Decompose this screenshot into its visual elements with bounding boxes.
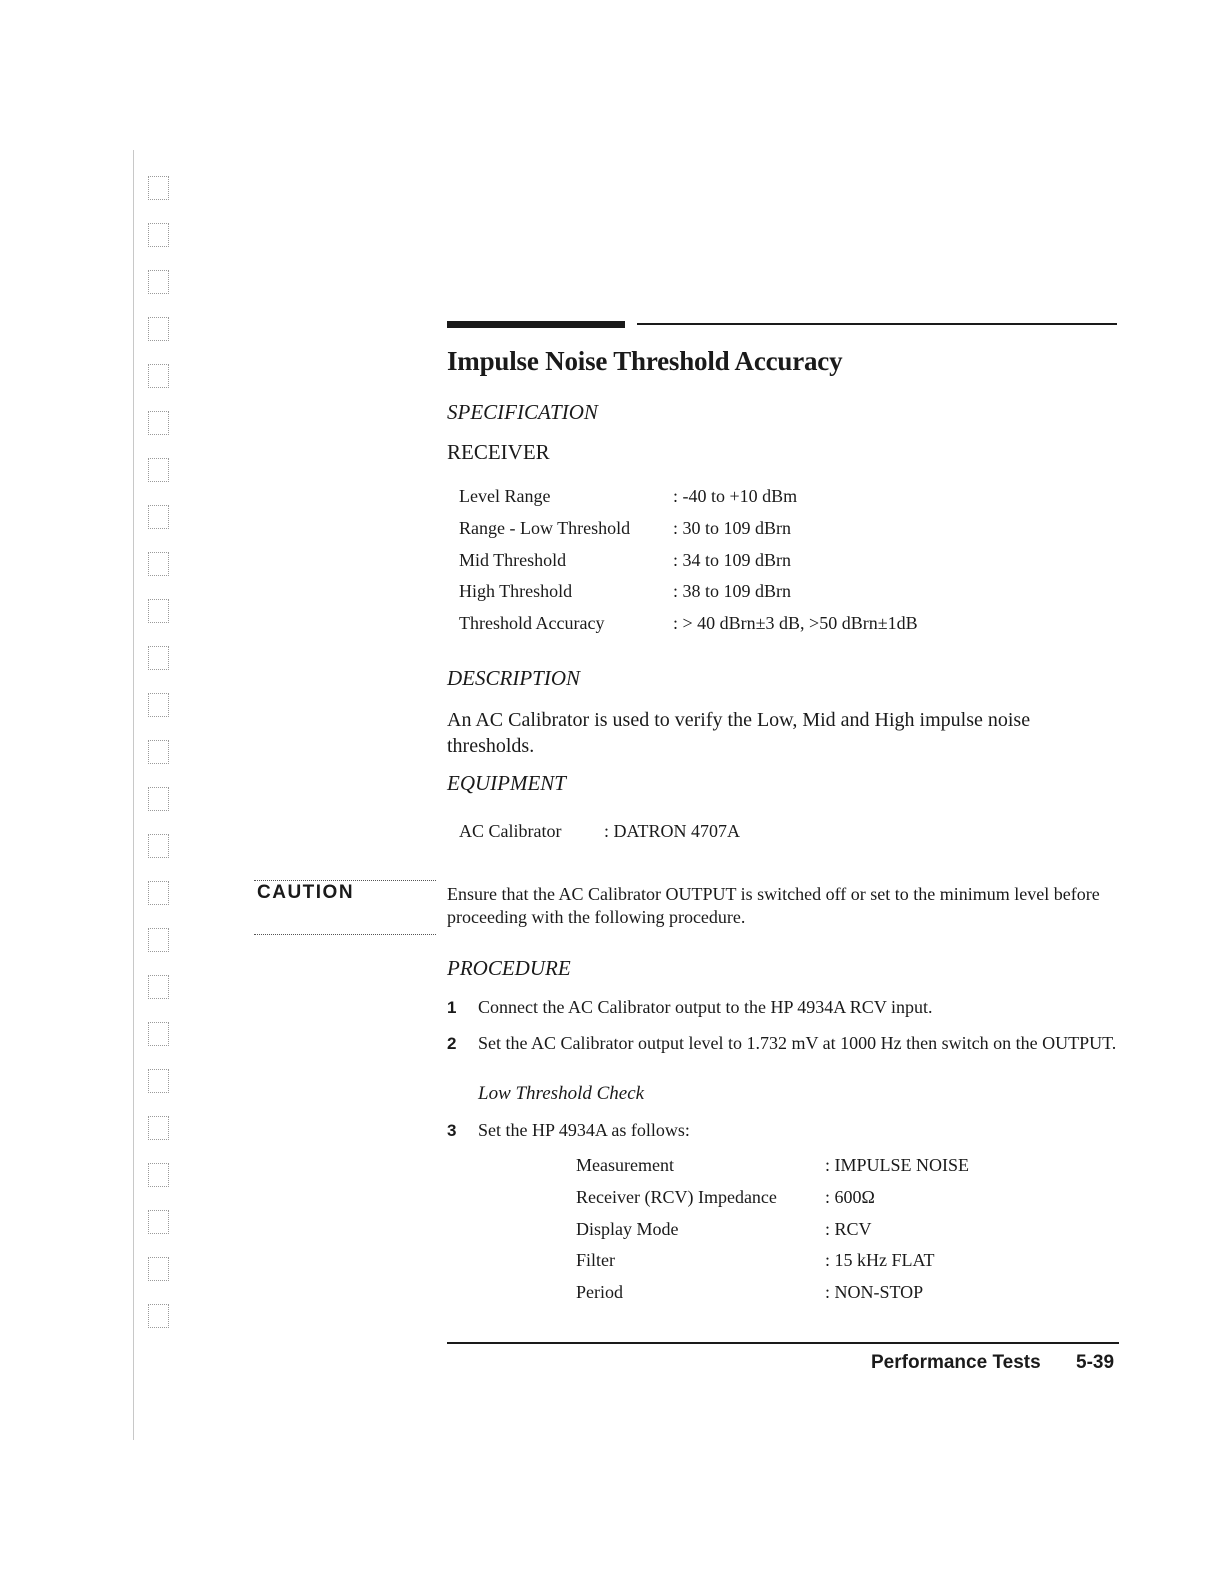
binding-hole xyxy=(148,834,169,858)
binding-hole xyxy=(148,1210,169,1234)
spec-label: Threshold Accuracy xyxy=(459,613,605,634)
spec-label: Range - Low Threshold xyxy=(459,517,631,538)
procedure-step xyxy=(447,1032,1117,1055)
specification-table xyxy=(459,486,918,645)
binding-hole xyxy=(148,881,169,905)
description-text: An AC Calibrator is used to verify the Low, Mid and High impulse noise thresholds. xyxy=(447,709,1031,757)
spec-value: : 34 to 109 dBrn xyxy=(673,549,792,570)
binding-edge-line xyxy=(133,150,134,1440)
settings-label: Period xyxy=(576,1282,623,1303)
header-rule-thick xyxy=(447,321,625,328)
settings-value: : IMPULSE NOISE xyxy=(825,1155,970,1175)
settings-row xyxy=(576,1187,969,1219)
step-number: 3 xyxy=(447,1121,457,1140)
step-text: Connect the AC Calibrator output to the HP 4934A RCV input. xyxy=(478,997,933,1017)
binding-hole xyxy=(148,1257,169,1281)
caution-rule-bottom xyxy=(254,934,436,935)
caution-text: Ensure that the AC Calibrator OUTPUT is switched off or set to the minimum level before proceeding with the following procedure. xyxy=(447,884,1100,927)
spec-value: : 38 to 109 dBrn xyxy=(673,581,792,602)
settings-label: Receiver (RCV) Impedance xyxy=(576,1186,777,1207)
spec-row xyxy=(459,613,918,645)
settings-value: : RCV xyxy=(825,1218,872,1239)
step-number: 2 xyxy=(447,1034,457,1053)
spec-value: : > 40 dBrn±3 dB, >50 dBrn±1dB xyxy=(673,613,918,634)
spec-row xyxy=(459,581,918,613)
binding-hole xyxy=(148,176,169,200)
description-heading: DESCRIPTION xyxy=(447,666,580,690)
binding-hole xyxy=(148,1163,169,1187)
equipment-row xyxy=(459,821,740,842)
spec-label: Mid Threshold xyxy=(459,549,567,570)
page-title: Impulse Noise Threshold Accuracy xyxy=(447,346,843,376)
binding-holes xyxy=(148,176,178,1351)
spec-label: High Threshold xyxy=(459,581,573,602)
spec-value: : -40 to +10 dBm xyxy=(673,486,798,506)
header-rule-thin xyxy=(637,323,1117,325)
equipment-value: : DATRON 4707A xyxy=(604,821,741,841)
step-text: Set the HP 4934A as follows: xyxy=(478,1120,690,1140)
binding-hole xyxy=(148,552,169,576)
binding-hole xyxy=(148,270,169,294)
binding-hole xyxy=(148,646,169,670)
binding-hole xyxy=(148,505,169,529)
binding-hole xyxy=(148,975,169,999)
binding-hole xyxy=(148,411,169,435)
procedure-step xyxy=(447,996,1117,1019)
page-number: 5-39 xyxy=(1076,1352,1115,1373)
step-number: 1 xyxy=(447,998,457,1017)
spec-label: Level Range xyxy=(459,486,551,506)
binding-hole xyxy=(148,458,169,482)
caution-rule-top xyxy=(254,880,436,881)
settings-row xyxy=(576,1282,969,1314)
binding-hole xyxy=(148,599,169,623)
spec-row xyxy=(459,550,918,582)
binding-hole xyxy=(148,928,169,952)
settings-label: Display Mode xyxy=(576,1218,679,1239)
footer-section-title: Performance Tests xyxy=(871,1352,1041,1373)
binding-hole xyxy=(148,1116,169,1140)
binding-hole xyxy=(148,317,169,341)
settings-row xyxy=(576,1250,969,1282)
low-threshold-subheading: Low Threshold Check xyxy=(478,1083,645,1104)
binding-hole xyxy=(148,740,169,764)
spec-row xyxy=(459,486,918,518)
settings-value: : NON-STOP xyxy=(825,1282,924,1303)
settings-label: Measurement xyxy=(576,1155,674,1175)
binding-hole xyxy=(148,223,169,247)
settings-value: : 600Ω xyxy=(825,1186,875,1207)
step-text: Set the AC Calibrator output level to 1.732 mV at 1000 Hz then switch on the OUTPUT. xyxy=(478,1033,1117,1053)
settings-row xyxy=(576,1219,969,1251)
settings-row xyxy=(576,1155,969,1187)
spec-value: : 30 to 109 dBrn xyxy=(673,517,792,538)
binding-hole xyxy=(148,364,169,388)
spec-row xyxy=(459,518,918,550)
binding-hole xyxy=(148,1069,169,1093)
settings-table xyxy=(576,1155,969,1314)
binding-hole xyxy=(148,693,169,717)
equipment-label: AC Calibrator xyxy=(459,821,562,841)
procedure-step xyxy=(447,1119,1117,1142)
receiver-subheading: RECEIVER xyxy=(447,440,550,464)
binding-hole xyxy=(148,787,169,811)
footer-rule xyxy=(447,1342,1119,1344)
binding-hole xyxy=(148,1022,169,1046)
settings-label: Filter xyxy=(576,1250,615,1271)
procedure-heading: PROCEDURE xyxy=(447,956,571,980)
binding-hole xyxy=(148,1304,169,1328)
equipment-heading: EQUIPMENT xyxy=(447,771,566,795)
settings-value: : 15 kHz FLAT xyxy=(825,1250,935,1271)
caution-label: CAUTION xyxy=(257,882,355,903)
specification-heading: SPECIFICATION xyxy=(447,400,598,424)
